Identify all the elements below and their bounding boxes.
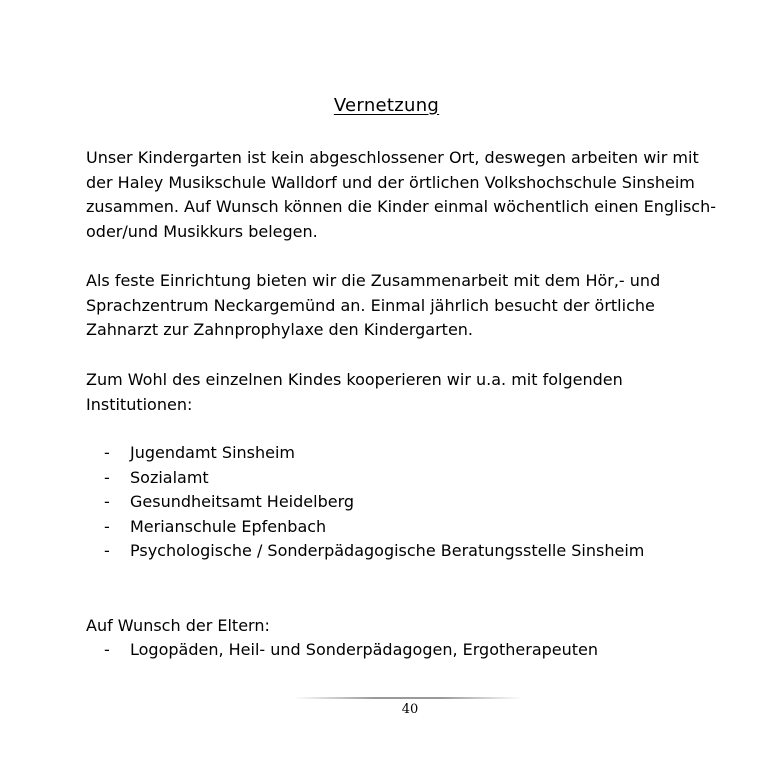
list-item-text: Sozialamt <box>130 467 209 487</box>
list-dash: - <box>104 467 110 487</box>
list-item-text: Psychologische / Sonderpädagogische Beratungsstelle Sinsheim <box>130 541 645 560</box>
list-dash: - <box>104 516 110 536</box>
paragraph-line: der Haley Musikschule Walldorf und der örtlichen Volkshochschule Sinsheim <box>86 172 695 192</box>
list-item-text: Gesundheitsamt Heidelberg <box>130 492 355 511</box>
page-number: 40 <box>401 702 419 717</box>
institution-list <box>104 441 724 564</box>
list-dash: - <box>104 443 110 462</box>
paragraph-line: Zum Wohl des einzelnen Kindes kooperieren wir u.a. mit folgenden <box>86 370 623 389</box>
list-item <box>104 539 724 564</box>
list-item-text: Jugendamt Sinsheim <box>130 443 295 462</box>
list-item <box>104 515 724 540</box>
paragraph-fixed-institutions <box>86 269 726 343</box>
list-item <box>104 490 724 515</box>
paragraph-line: Unser Kindergarten ist kein abgeschlossener Ort, deswegen arbeiten wir mit <box>86 148 699 167</box>
paragraph-line: Auf Wunsch der Eltern: <box>86 616 270 635</box>
paragraph-line: Als feste Einrichtung bieten wir die Zusammenarbeit mit dem Hör,- und <box>86 271 661 290</box>
parents-request-list <box>104 638 724 663</box>
paragraph-line: zusammen. Auf Wunsch können die Kinder einmal wöchentlich einen Englisch- <box>86 197 716 216</box>
footer-divider <box>294 697 522 699</box>
list-dash: - <box>104 541 110 560</box>
list-item <box>104 441 724 466</box>
list-dash: - <box>104 492 110 511</box>
page-title: Vernetzung <box>333 95 440 116</box>
paragraph-line: oder/und Musikkurs belegen. <box>86 221 318 241</box>
list-item <box>104 638 724 663</box>
paragraph-line: Zahnarzt zur Zahnprophylaxe den Kindergarten. <box>86 320 474 339</box>
parents-request-heading <box>86 614 726 639</box>
paragraph-line: Institutionen: <box>86 394 193 414</box>
list-item-text: Logopäden, Heil- und Sonderpädagogen, Ergotherapeuten <box>130 640 599 659</box>
list-dash: - <box>104 640 110 659</box>
paragraph-line: Sprachzentrum Neckargemünd an. Einmal jährlich besucht der örtliche <box>86 295 655 315</box>
list-item-text: Merianschule Epfenbach <box>130 516 327 536</box>
list-item <box>104 466 724 491</box>
paragraph-cooperation-schools <box>86 146 726 244</box>
paragraph-child-welfare <box>86 368 726 417</box>
